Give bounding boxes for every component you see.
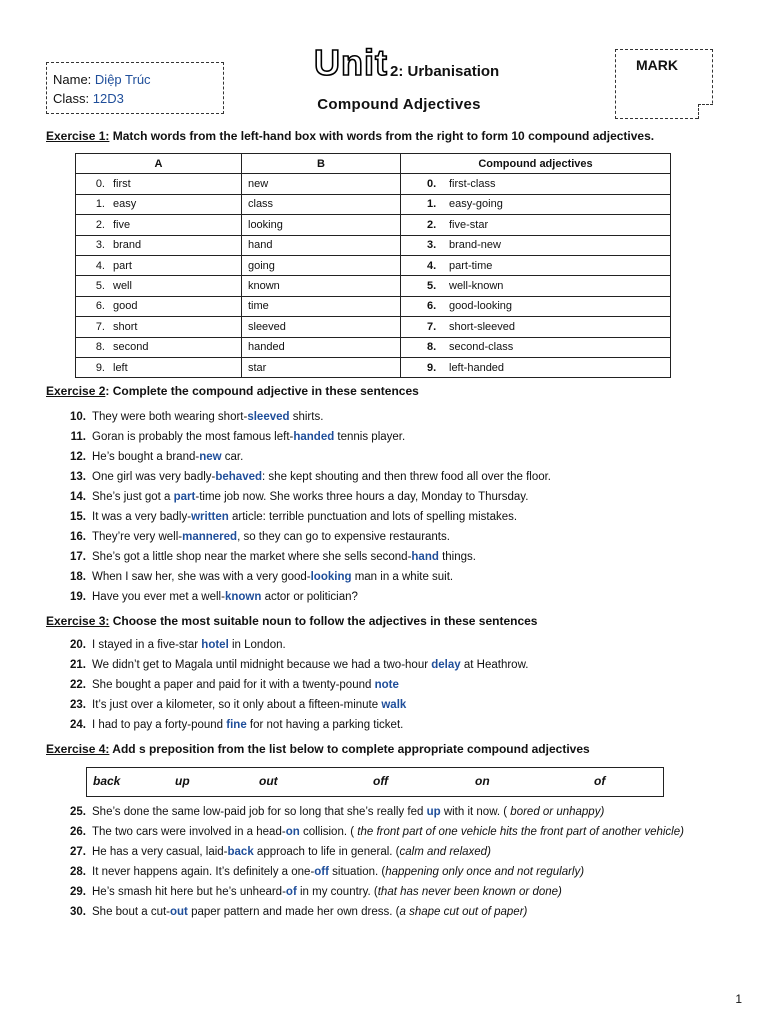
list-item xyxy=(56,635,528,655)
item-number: 17. xyxy=(70,551,86,563)
item-number: 12. xyxy=(70,451,86,463)
table-row xyxy=(76,337,671,357)
folded-corner-icon xyxy=(698,104,713,119)
list-item xyxy=(56,802,684,822)
sentence-end: in my country. ( xyxy=(296,886,378,898)
sentence-end: at Heathrow. xyxy=(460,659,529,671)
answer-word: back xyxy=(227,846,254,858)
definition-hint: bored or unhappy xyxy=(510,806,601,818)
matching-table-body xyxy=(76,174,671,378)
list-item xyxy=(56,587,551,607)
sentence-end: man in a white suit. xyxy=(351,571,454,583)
sentence-start: He has a very casual, laid- xyxy=(92,846,228,858)
sentence-end: with it now. ( xyxy=(440,806,511,818)
item-number: 29. xyxy=(70,886,86,898)
exercise1-heading xyxy=(46,129,654,143)
answer-number: 9. xyxy=(427,361,437,374)
table-row xyxy=(76,255,671,275)
list-item xyxy=(56,715,528,735)
column-header-b: B xyxy=(242,154,401,174)
sentence-start: She’s got a little shop near the market where she sells second- xyxy=(92,551,412,563)
exercise4-instructions: Add s preposition from the list below to complete appropriate compound adjectives xyxy=(109,742,590,756)
exercise3-heading xyxy=(46,614,537,628)
cell-a xyxy=(76,194,242,214)
list-item xyxy=(56,487,551,507)
cell-compound xyxy=(401,337,671,357)
cell-b xyxy=(242,317,401,337)
table-row xyxy=(76,276,671,296)
word-b: going xyxy=(248,259,275,272)
word-a: five xyxy=(113,218,131,231)
word-b: new xyxy=(248,178,269,191)
table-row xyxy=(76,215,671,235)
list-item xyxy=(56,527,551,547)
list-item xyxy=(56,822,684,842)
word-a: easy xyxy=(113,198,137,211)
sentence-start: It’s just over a kilometer, so it only about a fifteen-minute xyxy=(92,699,382,711)
exercise4-heading xyxy=(46,742,590,756)
list-item xyxy=(56,467,551,487)
compound-answer: well-known xyxy=(449,280,504,293)
cell-a xyxy=(76,174,242,194)
word-a: part xyxy=(113,259,132,272)
row-number: 2. xyxy=(95,218,105,231)
answer-number: 3. xyxy=(427,239,437,252)
sentence-end: situation. ( xyxy=(328,866,386,878)
column-header-compound: Compound adjectives xyxy=(401,154,671,174)
preposition-of: of xyxy=(594,774,606,788)
cell-a xyxy=(76,215,242,235)
item-number: 22. xyxy=(70,679,86,691)
name-value: Diệp Trúc xyxy=(94,72,151,87)
row-number: 5. xyxy=(95,280,105,293)
answer-number: 8. xyxy=(427,341,437,354)
cell-a xyxy=(76,235,242,255)
sentence-start: She’s done the same low-paid job for so long that she’s really fed xyxy=(92,806,427,818)
class-label: Class: xyxy=(53,91,90,106)
sentence-start: I had to pay a forty-pound xyxy=(92,719,227,731)
exercise4-label: Exercise 4: xyxy=(46,742,110,756)
word-b: star xyxy=(248,361,267,374)
item-number: 27. xyxy=(70,846,86,858)
matching-table xyxy=(75,153,671,378)
answer-word: sleeved xyxy=(247,411,290,423)
item-number: 24. xyxy=(70,719,86,731)
item-number: 23. xyxy=(70,699,86,711)
cell-a xyxy=(76,357,242,377)
table-header-row xyxy=(76,154,671,174)
sentence-end: things. xyxy=(438,551,476,563)
list-item xyxy=(56,675,528,695)
cell-compound xyxy=(401,357,671,377)
sentence-start: The two cars were involved in a head- xyxy=(92,826,286,838)
sentence-start: It never happens again. It’s definitely a one- xyxy=(92,866,315,878)
sentence-start: She’s just got a xyxy=(92,491,174,503)
cell-compound xyxy=(401,296,671,316)
compound-answer: second-class xyxy=(449,341,514,354)
answer-number: 7. xyxy=(427,320,437,333)
word-a: second xyxy=(113,341,149,354)
answer-word: walk xyxy=(381,699,407,711)
cell-b xyxy=(242,255,401,275)
preposition-off: off xyxy=(373,774,389,788)
answer-word: written xyxy=(191,511,229,523)
sentence-end: for not having a parking ticket. xyxy=(246,719,404,731)
answer-number: 6. xyxy=(427,300,437,313)
answer-number: 1. xyxy=(427,198,437,211)
class-value: 12D3 xyxy=(92,91,124,106)
definition-hint: that has never been known or done xyxy=(377,886,559,898)
item-number: 18. xyxy=(70,571,86,583)
cell-b xyxy=(242,235,401,255)
answer-word: delay xyxy=(431,659,461,671)
row-number: 3. xyxy=(95,239,105,252)
table-row xyxy=(76,194,671,214)
item-number: 20. xyxy=(70,639,86,651)
cell-a xyxy=(76,255,242,275)
exercise2-label: Exercise 2 xyxy=(46,384,106,398)
list-item xyxy=(56,655,528,675)
item-number: 21. xyxy=(70,659,86,671)
sentence-end: actor or politician? xyxy=(261,591,358,603)
exercise1-label: Exercise 1: xyxy=(46,129,110,143)
definition-hint: happening only once and not regularly xyxy=(385,866,581,878)
compound-answer: first-class xyxy=(449,178,496,191)
table-row xyxy=(76,296,671,316)
mark-label: MARK xyxy=(636,57,678,73)
exercise3-instructions: Choose the most suitable noun to follow the adjectives in these sentences xyxy=(109,614,538,628)
cell-compound xyxy=(401,174,671,194)
sentence-start: I stayed in a five-star xyxy=(92,639,202,651)
closing-paren: ) xyxy=(580,866,585,878)
sentence-end: , so they can go to expensive restaurants. xyxy=(237,531,450,543)
answer-word: hand xyxy=(411,551,439,563)
item-number: 30. xyxy=(70,906,86,918)
cell-a xyxy=(76,337,242,357)
item-number: 15. xyxy=(70,511,86,523)
answer-word: up xyxy=(426,806,441,818)
closing-paren: ) xyxy=(680,826,684,838)
sentence-start: He’s smash hit here but he’s unheard- xyxy=(92,886,286,898)
row-number: 9. xyxy=(95,361,105,374)
mark-box xyxy=(615,49,713,119)
cell-b xyxy=(242,194,401,214)
cell-compound xyxy=(401,317,671,337)
cell-a xyxy=(76,317,242,337)
cell-b xyxy=(242,337,401,357)
cell-b xyxy=(242,357,401,377)
cell-a xyxy=(76,296,242,316)
answer-number: 0. xyxy=(427,178,437,191)
answer-word: mannered xyxy=(182,531,238,543)
compound-answer: good-looking xyxy=(449,300,512,313)
table-row xyxy=(76,235,671,255)
item-number: 25. xyxy=(70,806,86,818)
word-a: short xyxy=(113,320,138,333)
answer-word: behaved xyxy=(215,471,263,483)
list-item xyxy=(56,427,551,447)
word-b: handed xyxy=(248,341,285,354)
sentence-start: She bought a paper and paid for it with a twenty-pound xyxy=(92,679,375,691)
cell-b xyxy=(242,174,401,194)
sentence-start: We didn’t get to Magala until midnight because we had a two-hour xyxy=(92,659,432,671)
item-number: 13. xyxy=(70,471,86,483)
sentence-end: collision. ( xyxy=(299,826,358,838)
unit-word-art: Unit xyxy=(314,42,388,83)
compound-answer: brand-new xyxy=(449,239,501,252)
answer-word: part xyxy=(173,491,196,503)
sentence-start: They were both wearing short- xyxy=(92,411,248,423)
cell-b xyxy=(242,215,401,235)
item-number: 26. xyxy=(70,826,86,838)
compound-answer: five-star xyxy=(449,218,489,231)
answer-word: note xyxy=(374,679,399,691)
sentence-end: approach to life in general. ( xyxy=(253,846,400,858)
name-label: Name: xyxy=(53,72,92,87)
item-number: 11. xyxy=(70,431,86,443)
word-b: looking xyxy=(248,218,283,231)
list-item xyxy=(56,695,528,715)
definition-hint: the front part of one vehicle hits the front part of another vehicle xyxy=(357,826,681,838)
sentence-end: in London. xyxy=(228,639,286,651)
word-a: left xyxy=(113,361,128,374)
list-item xyxy=(56,862,684,882)
row-number: 0. xyxy=(95,178,105,191)
sentence-start: When I saw her, she was with a very good- xyxy=(92,571,311,583)
definition-hint: a shape cut out of paper xyxy=(399,906,524,918)
sentence-end: : she kept shouting and then threw food all over the floor. xyxy=(262,471,551,483)
sentence-end: -time job now. She works three hours a day, Monday to Thursday. xyxy=(195,491,529,503)
word-a: good xyxy=(113,300,138,313)
answer-word: known xyxy=(224,591,262,603)
word-b: known xyxy=(248,280,280,293)
exercise2-instructions: : Complete the compound adjective in these sentences xyxy=(105,384,419,398)
cell-b xyxy=(242,296,401,316)
list-item xyxy=(56,842,684,862)
cell-compound xyxy=(401,235,671,255)
row-number: 6. xyxy=(95,300,105,313)
word-b: time xyxy=(248,300,269,313)
item-number: 14. xyxy=(70,491,86,503)
cell-compound xyxy=(401,194,671,214)
answer-word: new xyxy=(199,451,222,463)
item-number: 10. xyxy=(70,411,86,423)
word-b: sleeved xyxy=(248,320,286,333)
word-b: class xyxy=(248,198,274,211)
answer-word: looking xyxy=(310,571,352,583)
cell-a xyxy=(76,276,242,296)
page-number: 1 xyxy=(735,992,742,1006)
compound-answer: part-time xyxy=(449,259,493,272)
sentence-start: They’re very well- xyxy=(92,531,183,543)
row-number: 8. xyxy=(95,341,105,354)
word-a: first xyxy=(113,178,131,191)
list-item xyxy=(56,447,551,467)
row-number: 1. xyxy=(95,198,105,211)
closing-paren: ) xyxy=(523,906,528,918)
word-a: well xyxy=(113,280,132,293)
answer-number: 2. xyxy=(427,218,437,231)
answer-word: off xyxy=(314,866,329,878)
exercise2-list xyxy=(56,407,551,607)
closing-paren: ) xyxy=(487,846,491,858)
sentence-start: She bout a cut- xyxy=(92,906,170,918)
row-number: 4. xyxy=(95,259,105,272)
sentence-end: shirts. xyxy=(289,411,324,423)
exercise2-heading xyxy=(46,384,419,398)
sentence-start: Goran is probably the most famous left- xyxy=(92,431,294,443)
compound-answer: easy-going xyxy=(449,198,503,211)
list-item xyxy=(56,547,551,567)
closing-paren: ) xyxy=(600,806,605,818)
preposition-box xyxy=(86,767,664,797)
exercise3-list xyxy=(56,635,528,735)
answer-word: fine xyxy=(226,719,247,731)
preposition-back: back xyxy=(93,774,121,788)
answer-word: of xyxy=(285,886,297,898)
list-item xyxy=(56,407,551,427)
list-item xyxy=(56,882,684,902)
exercise4-list xyxy=(56,802,684,922)
row-number: 7. xyxy=(95,320,105,333)
cell-compound xyxy=(401,255,671,275)
list-item xyxy=(56,902,684,922)
preposition-out: out xyxy=(259,774,278,788)
cell-compound xyxy=(401,276,671,296)
word-b: hand xyxy=(248,239,273,252)
answer-word: handed xyxy=(293,431,335,443)
answer-number: 5. xyxy=(427,280,437,293)
item-number: 16. xyxy=(70,531,86,543)
preposition-on: on xyxy=(475,774,490,788)
answer-word: hotel xyxy=(201,639,229,651)
sentence-end: car. xyxy=(221,451,244,463)
exercise1-instructions: Match words from the left-hand box with words from the right to form 10 compound adjectives. xyxy=(109,129,655,143)
word-a: brand xyxy=(113,239,142,252)
compound-answer: short-sleeved xyxy=(449,320,516,333)
closing-paren: ) xyxy=(558,886,562,898)
sentence-end: paper pattern and made her own dress. ( xyxy=(187,906,400,918)
column-header-a: A xyxy=(76,154,242,174)
sentence-start: Have you ever met a well- xyxy=(92,591,225,603)
answer-word: on xyxy=(285,826,300,838)
sentence-start: One girl was very badly- xyxy=(92,471,216,483)
answer-word: out xyxy=(170,906,188,918)
item-number: 28. xyxy=(70,866,86,878)
sentence-end: article: terrible punctuation and lots of spelling mistakes. xyxy=(228,511,518,523)
sentence-end: tennis player. xyxy=(334,431,406,443)
unit-title: 2: Urbanisation xyxy=(390,63,500,80)
table-row xyxy=(76,174,671,194)
cell-compound xyxy=(401,215,671,235)
exercise3-label: Exercise 3: xyxy=(46,614,110,628)
item-number: 19. xyxy=(70,591,86,603)
sentence-start: It was a very badly- xyxy=(92,511,192,523)
cell-b xyxy=(242,276,401,296)
list-item xyxy=(56,567,551,587)
table-row xyxy=(76,317,671,337)
compound-answer: left-handed xyxy=(449,361,505,374)
page-subtitle: Compound Adjectives xyxy=(317,96,481,113)
sentence-start: He’s bought a brand- xyxy=(92,451,200,463)
preposition-up: up xyxy=(175,774,190,788)
table-row xyxy=(76,357,671,377)
definition-hint: calm and relaxed xyxy=(399,846,488,858)
answer-number: 4. xyxy=(427,259,437,272)
list-item xyxy=(56,507,551,527)
